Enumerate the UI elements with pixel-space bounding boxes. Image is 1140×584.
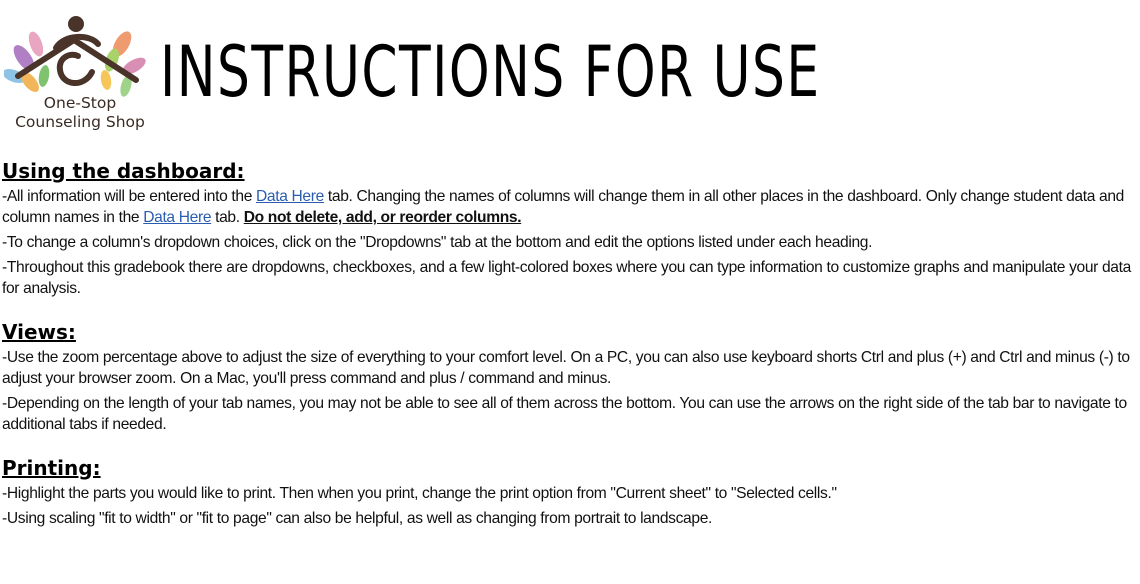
section-title-views: Views:	[2, 320, 76, 344]
header	[0, 0, 1140, 150]
logo-line-1: One-Stop	[43, 94, 117, 112]
logo-line-2: Counseling Shop	[15, 113, 145, 131]
section-title-dashboard: Using the dashboard:	[2, 159, 245, 183]
printing-paragraph-2: -Using scaling "fit to width" or "fit to page" can also be helpful, as well as changing from portrait to landscape.	[2, 510, 712, 527]
views-paragraph-1: -Use the zoom percentage above to adjust the size of everything to your comfort level. On a PC, you can also use keyboard shorts Ctrl and plus (+) and Ctrl and minus (-) to adjust your browser zoom. On a Mac, you'll press command and plus / command and minus.	[2, 349, 1130, 387]
leaf-house-logo-icon	[4, 14, 146, 104]
dashboard-warning: Do not delete, add, or reorder columns.	[243, 209, 522, 226]
data-here-link-2[interactable]: Data Here	[143, 209, 212, 226]
printing-paragraph-1: -Highlight the parts you would like to print. Then when you print, change the print option from "Current sheet" to "Selected cells."	[2, 485, 837, 502]
views-paragraph-2: -Depending on the length of your tab names, you may not be able to see all of them across the bottom. You can use the arrows on the right side of the tab bar to navigate to additional tabs if needed.	[2, 395, 1127, 433]
page-title: INSTRUCTIONS FOR USE	[160, 31, 821, 113]
instructions-content	[2, 156, 1136, 533]
dashboard-paragraph-3: -Throughout this gradebook there are dropdowns, checkboxes, and a few light-colored boxes where you can type information to customize graphs and manipulate your data for analysis.	[2, 259, 1131, 297]
dashboard-p1-text-a: -All information will be entered into the	[2, 188, 256, 205]
dashboard-p1-text-c: tab.	[211, 209, 244, 226]
dashboard-paragraph-2: -To change a column's dropdown choices, click on the "Dropdowns" tab at the bottom and edit the options listed under each heading.	[2, 234, 873, 251]
dashboard-paragraph-1	[2, 186, 1136, 228]
one-stop-counseling-logo	[4, 14, 146, 138]
logo-text	[4, 94, 156, 132]
section-title-printing: Printing:	[2, 456, 101, 480]
dashboard-p1-text-b: tab. Changing the names of columns will change them in all other places in the dashboard. Only change student data and column names in the	[2, 188, 1125, 226]
data-here-link-1[interactable]: Data Here	[256, 188, 324, 205]
